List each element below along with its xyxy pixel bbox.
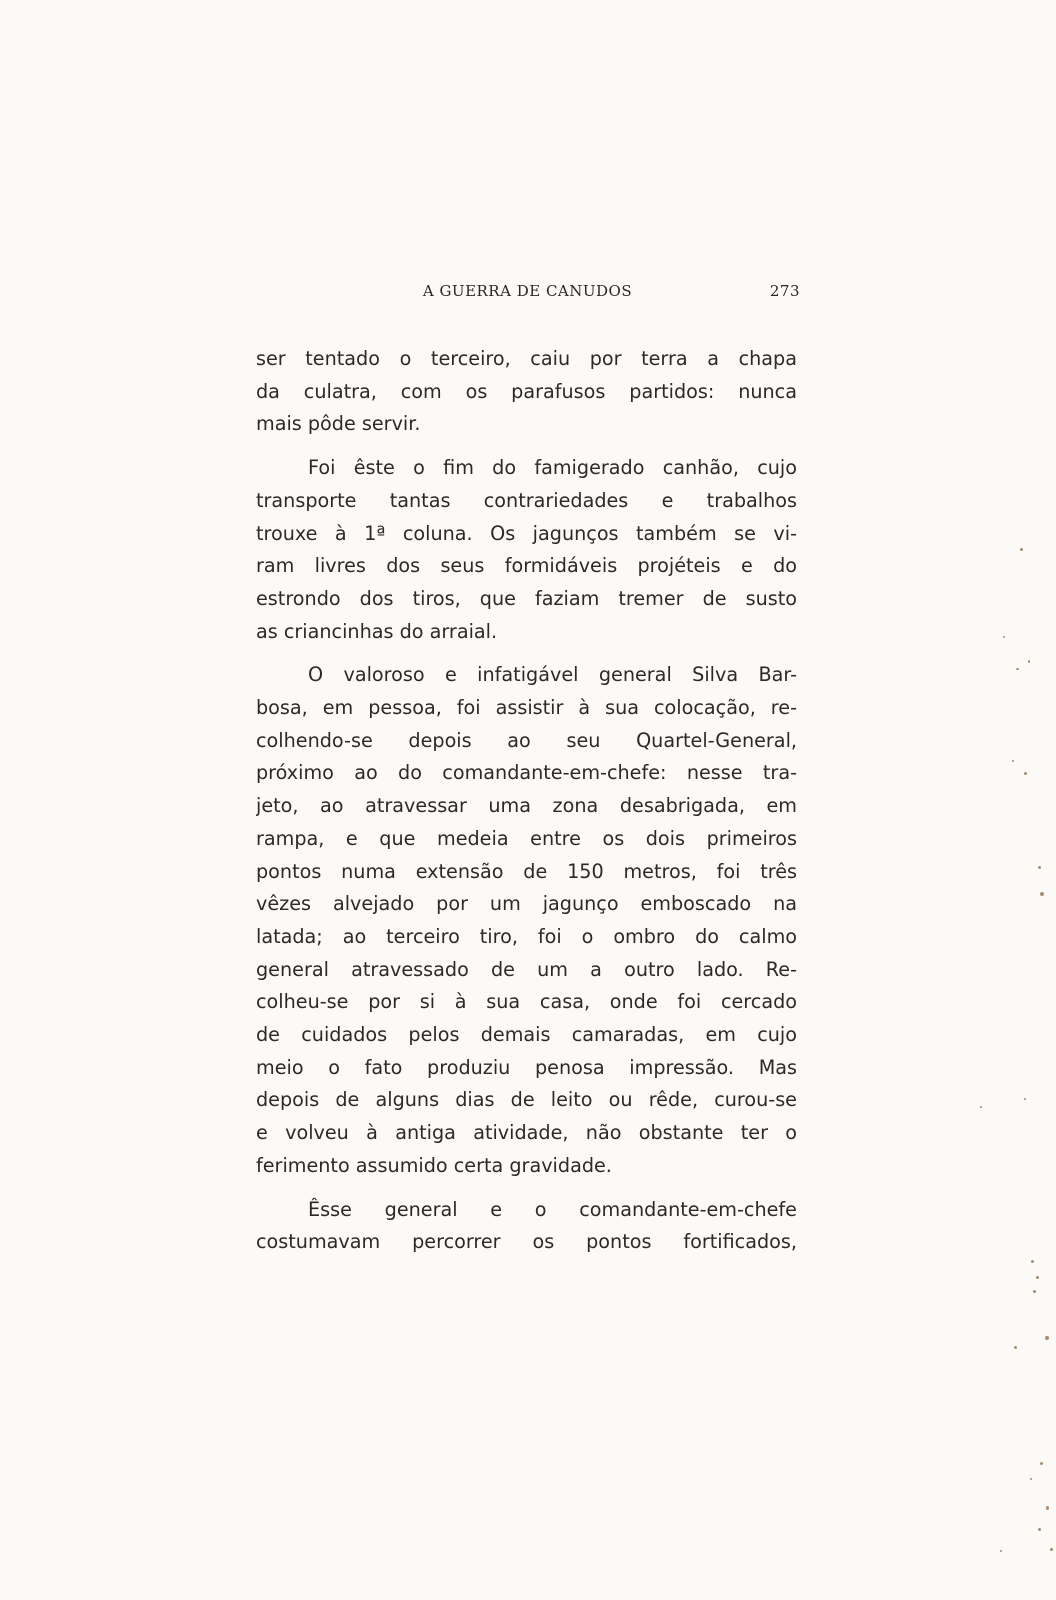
text-line: próximo ao do comandante-em-chefe: nesse tra- — [256, 761, 797, 785]
paragraph-2 — [256, 452, 797, 648]
text-line: trouxe à 1ª coluna. Os jagunços também se vi- — [256, 521, 797, 545]
text-line: latada; ao terceiro tiro, foi o ombro do calmo — [256, 924, 797, 948]
page-number: 273 — [769, 282, 800, 300]
text-line: mais pôde servir. — [256, 412, 421, 436]
text-line: colhendo-se depois ao seu Quartel-General, — [256, 728, 797, 752]
text-line: depois de alguns dias de leito ou rêde, curou-se — [256, 1088, 797, 1112]
body-text — [256, 343, 797, 1270]
running-title: A GUERRA DE CANUDOS — [422, 282, 633, 300]
text-line: ram livres dos seus formidáveis projéteis e do — [256, 554, 797, 578]
text-line: O valoroso e infatigável general Silva Bar- — [308, 663, 797, 687]
text-line: costumavam percorrer os pontos fortificados, — [256, 1230, 797, 1254]
paragraph-4 — [256, 1194, 797, 1259]
text-line: colheu-se por si à sua casa, onde foi cercado — [256, 990, 797, 1014]
text-line: ferimento assumido certa gravidade. — [256, 1153, 612, 1177]
text-line: rampa, e que medeia entre os dois primeiros — [256, 826, 797, 850]
text-line: ser tentado o terceiro, caiu por terra a chapa — [256, 347, 797, 370]
text-line: meio o fato produziu penosa impressão. Mas — [256, 1055, 797, 1079]
text-line: Êsse general e o comandante-em-chefe — [308, 1197, 797, 1221]
text-line: bosa, em pessoa, foi assistir à sua colocação, re- — [256, 696, 797, 720]
running-header — [255, 282, 800, 306]
text-line: vêzes alvejado por um jagunço emboscado na — [256, 892, 797, 916]
text-line: transporte tantas contrariedades e trabalhos — [256, 488, 797, 512]
text-line: general atravessado de um a outro lado. Re- — [256, 957, 797, 981]
paragraph-3 — [256, 659, 797, 1182]
text-line: Foi êste o fim do famigerado canhão, cujo — [308, 456, 797, 480]
text-line: da culatra, com os parafusos partidos: nunca — [256, 379, 797, 403]
text-line: estrondo dos tiros, que faziam tremer de susto — [256, 586, 797, 610]
text-line: de cuidados pelos demais camaradas, em cujo — [256, 1023, 797, 1047]
text-line: pontos numa extensão de 150 metros, foi três — [256, 859, 797, 883]
text-line: as criancinhas do arraial. — [256, 619, 498, 643]
text-line: e volveu à antiga atividade, não obstante ter o — [256, 1121, 797, 1145]
text-line: jeto, ao atravessar uma zona desabrigada, em — [256, 794, 797, 818]
paragraph-1 — [256, 343, 797, 441]
